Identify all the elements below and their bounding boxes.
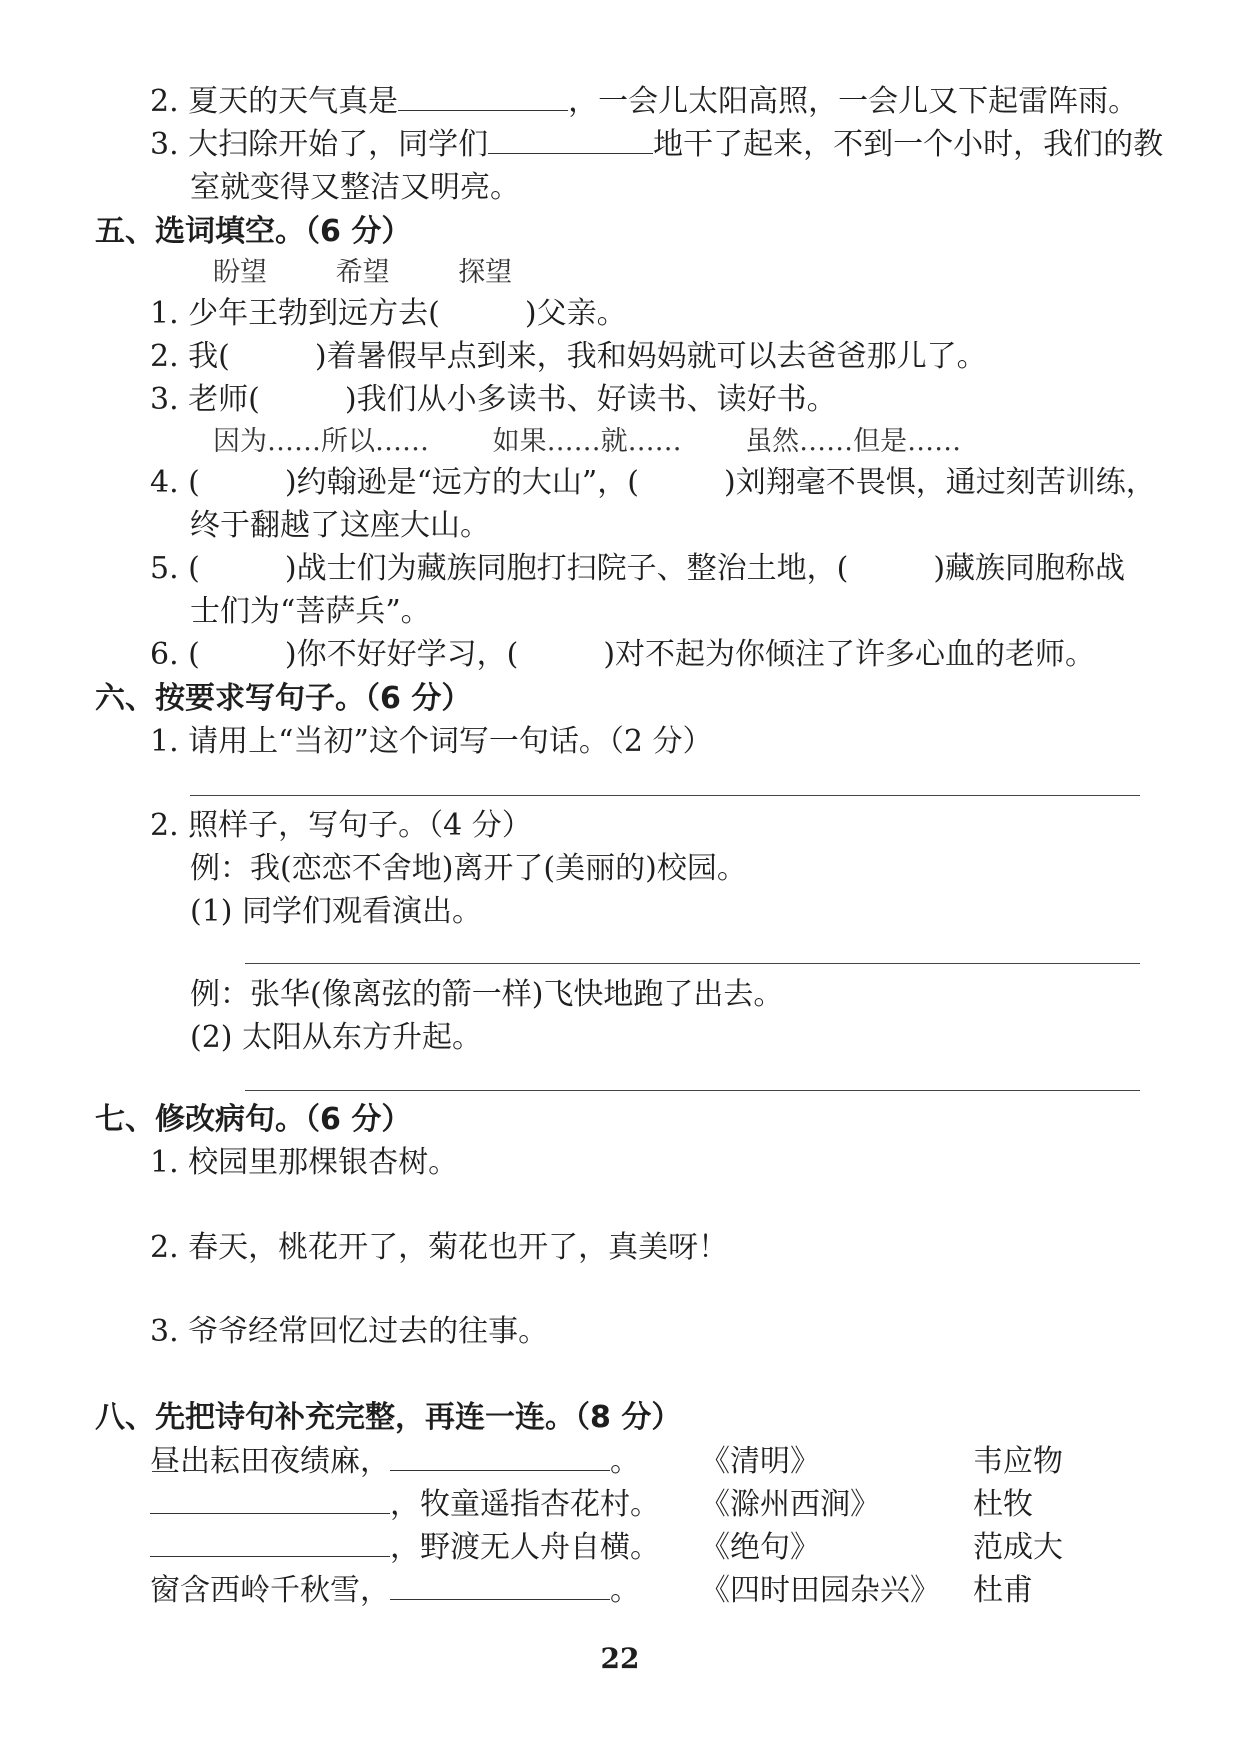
word-option: 盼望 <box>213 257 267 288</box>
poem-title-3[interactable]: 《绝句》 <box>700 1530 820 1565</box>
poem-author-3[interactable]: 范成大 <box>973 1530 1063 1565</box>
s4-q3: 3. 大扫除开始了，同学们 地干了起来，不到一个小时，我们的教 <box>150 127 1164 162</box>
s7-q1: 1. 校园里那棵银杏树。 <box>150 1145 459 1180</box>
s6-example-2: 例：张华(像离弦的箭一样)飞快地跑了出去。 <box>190 977 784 1012</box>
s5-q4-cont: 终于翻越了这座大山。 <box>190 508 490 543</box>
poem-line-1: 昼出耘田夜绩麻， 。 <box>150 1444 640 1479</box>
s4-q2: 2. 夏天的天气真是 ，一会儿太阳高照，一会儿又下起雷阵雨。 <box>150 84 1139 119</box>
poem-blank-1[interactable] <box>390 1442 610 1471</box>
section8-heading: 八、先把诗句补充完整，再连一连。（8 分） <box>95 1400 682 1435</box>
poem-title-2[interactable]: 《滁州西涧》 <box>700 1487 880 1522</box>
s4-q3-cont: 室就变得又整洁又明亮。 <box>190 170 520 205</box>
s7-q2: 2. 春天，桃花开了，菊花也开了，真美呀！ <box>150 1230 729 1265</box>
s5-q4: 4. ( )约翰逊是“远方的大山”，( )刘翔毫不畏惧，通过刻苦训练， <box>150 465 1156 500</box>
s7-q3: 3. 爷爷经常回忆过去的往事。 <box>150 1314 549 1349</box>
s6-q1-answer-line[interactable] <box>190 795 1140 796</box>
poem-author-1[interactable]: 韦应物 <box>973 1444 1063 1479</box>
poem-author-2[interactable]: 杜牧 <box>973 1487 1033 1522</box>
page-number: 22 <box>600 1642 640 1675</box>
poem-line-3: ，野渡无人舟自横。 <box>150 1528 660 1568</box>
s5-word-options-2 <box>213 424 961 460</box>
s6-s2-answer-line[interactable] <box>245 1090 1140 1091</box>
poem-blank-2[interactable] <box>150 1485 390 1514</box>
s6-sentence-1: (1) 同学们观看演出。 <box>190 894 483 929</box>
word-option: 探望 <box>458 257 513 288</box>
s6-q2: 2. 照样子，写句子。（4 分） <box>150 808 532 843</box>
section6-heading: 六、按要求写句子。（6 分） <box>95 681 472 716</box>
poem-title-4[interactable]: 《四时田园杂兴》 <box>700 1573 940 1608</box>
s4-q3-blank[interactable] <box>488 125 653 154</box>
section7-heading: 七、修改病句。（6 分） <box>95 1102 412 1137</box>
s6-s1-answer-line[interactable] <box>245 963 1140 964</box>
poem-blank-4[interactable] <box>390 1571 610 1600</box>
poem-blank-3[interactable] <box>150 1528 390 1557</box>
s5-q6: 6. ( )你不好好学习，( )对不起为你倾注了许多心血的老师。 <box>150 637 1096 672</box>
s4-q2-blank[interactable] <box>398 82 568 111</box>
s6-sentence-2: (2) 太阳从东方升起。 <box>190 1020 483 1055</box>
s5-q3: 3. 老师( )我们从小多读书、好读书、读好书。 <box>150 382 837 417</box>
s5-q5-cont: 士们为“菩萨兵”。 <box>190 594 431 629</box>
s5-q2: 2. 我( )着暑假早点到来，我和妈妈就可以去爸爸那儿了。 <box>150 339 987 374</box>
poem-title-1[interactable]: 《清明》 <box>700 1444 820 1479</box>
conjunction-option: 因为……所以…… <box>213 426 429 457</box>
s6-q1: 1. 请用上“当初”这个词写一句话。（2 分） <box>150 724 713 759</box>
conjunction-option: 虽然……但是…… <box>745 426 962 457</box>
word-option: 希望 <box>335 257 390 288</box>
poem-line-2: ，牧童遥指杏花村。 <box>150 1485 660 1525</box>
poem-line-4: 窗含西岭千秋雪， 。 <box>150 1573 640 1608</box>
section5-heading: 五、选词填空。（6 分） <box>95 214 412 249</box>
s6-example-1: 例：我(恋恋不舍地)离开了(美丽的)校园。 <box>190 851 747 886</box>
poem-author-4[interactable]: 杜甫 <box>973 1573 1033 1608</box>
s5-word-options-1 <box>213 255 512 291</box>
s5-q1: 1. 少年王勃到远方去( )父亲。 <box>150 296 627 331</box>
conjunction-option: 如果……就…… <box>492 426 682 457</box>
s5-q5: 5. ( )战士们为藏族同胞打扫院子、整治土地，( )藏族同胞称战 <box>150 551 1126 586</box>
